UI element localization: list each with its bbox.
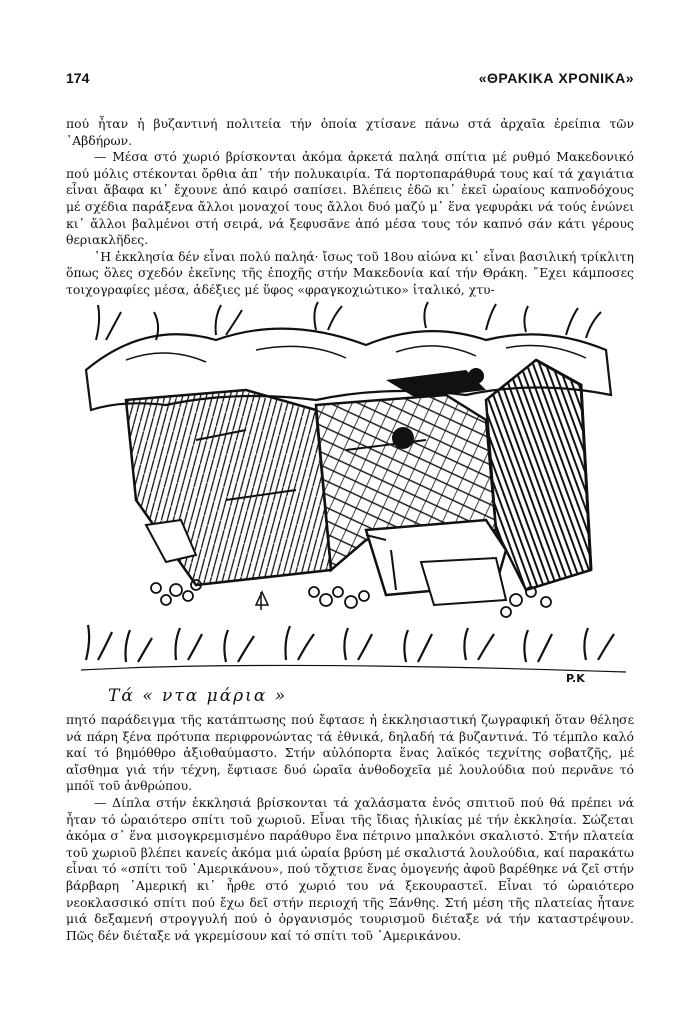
body-text-bottom — [66, 712, 634, 944]
illustration-caption: Τά « ντα μάρια » — [108, 686, 288, 706]
carved-hole — [468, 368, 484, 384]
page-header — [66, 70, 634, 90]
paragraph: — Μέσα στό χωριό βρίσκονται ἀκόμα ἀρκετά παληά σπίτια μέ ρυθμό Μακεδονικό πού μόλις στέκονται ὄρθια ἀπ᾿ τήν πολυκαιρία. Τά πορτοπαράθυρά τους καί τά χαγιάτια εἶναι ἄβαφα κι᾿ ἔχουνε ἀπό καιρό σαπίσει. Βλέπεις ἐδῶ κι᾿ ἐκεῖ ὡραίους καπνοδόχους μέ σχέδια παράξενα ἄλλοι μοναχοί τους ἄλλοι δυό μαζύ μ᾿ ἕνα γεφυράκι νά τούς ἑνώνει κι᾿ ἄλλοι βαλμένοι στή σειρά, νά ξεφυσᾶνε ἀπό μέσα τους τόν καπνό σάν κάτι γέρους θεριακλῆδες. — [66, 149, 634, 248]
body-text-top — [66, 116, 634, 299]
grass-bottom — [86, 625, 614, 662]
paragraph: πητό παράδειγμα τῆς κατάπτωσης πού ἔφτασε ἡ ἐκκλησιαστική ζωγραφική ὅταν θέλησε νά πάρη ξένα πρότυπα περιφρονώντας τά ἐθνικά, δηλαδή τά βυζαντινά. Τό τέμπλο καλό καί τό βημόθθρο ἀξιοθαύμαστο. Στήν αὐλόπορτα ἕνας λαϊκός τεχνίτης σοβατζῆς, μέ αἴσθημα γιά τήν τέχνη, ἔφτιασε δυό ὡραῖα ἀνθοδοχεῖα μέ λουλούδια πού περνᾶνε τό μπόϊ τοῦ ἀνθρώπου. — [66, 712, 634, 794]
carved-hole — [392, 427, 414, 449]
ink-illustration — [66, 300, 634, 710]
artist-initials: P.K — [566, 672, 585, 685]
paragraph: — Δίπλα στήν ἐκκλησιά βρίσκονται τά χαλάσματα ἑνός σπιτιοῦ πού θά πρέπει νά ἦταν τό ὡραιότερο σπίτι τοῦ χωριοῦ. Εἶναι τῆς ἴδιας ἡλικίας μέ τήν ἐκκλησία. Σώζεται ἀκόμα σ᾿ ἕνα μισογκρεμισμένο παράθυρο ἕνα πέτρινο μπαλκόνι σκαλιστό. Στήν πλατεία τοῦ χωριοῦ βλέπει κανείς ἀκόμα μιά ὡραία βρύση μέ σκαλιστά λουλούδια, καί παρακάτω εἶναι τό «σπίτι τοῦ ᾿Αμερικάνου», πού τὄχτισε ἕνας ὁμογενής ἀφοῦ βαρέθηκε νά ζεῖ στήν βάρβαρη ᾿Αμερική κι᾿ ἦρθε στό χωριό του νά ξεκουραστεῖ. Εἶναι τό ὡραιότερο νεοκλασσικό σπίτι πού ἔχω δεῖ στήν περιοχή τῆς Ξάνθης. Στή μέση τῆς πλατείας ἦτανε μιά δεξαμενή στρογγυλή πού ὁ ὀργανισμός τουρισμοῦ διέταξε νά τήν καταστρέψουν. Πῶς δέν διέταξε νά γκρεμίσουν καί τό σπίτι τοῦ ᾿Αμερικάνου. — [66, 794, 634, 943]
boulder-left — [126, 390, 331, 585]
stone-step — [421, 558, 506, 605]
paragraph: ῾Η ἐκκλησία δέν εἶναι πολύ παληά· ἴσως τοῦ 18ου αἰώνα κι᾿ εἶναι βασιλική τρίκλιτη ὅπως ὅλες σχεδόν ἐκεῖνης τῆς ἐποχῆς στήν Μακεδονία καί τήν Θράκη. ῎Εχει κάμποσες τοιχογραφίες μέσα, ἀδέξιες μέ ὕφος «φραγκοχιώτικο» ἰταλικό, χτυ- — [66, 248, 634, 297]
paragraph: πού ἦταν ἡ βυζαντινή πολιτεία τήν ὁποία χτίσανε πάνω στά ἀρχαῖα ἐρείπια τῶν ᾿Αβδήρων. — [66, 116, 634, 148]
running-head: «ΘΡΑΚΙΚΑ ΧΡΟΝΙΚΑ» — [478, 70, 634, 86]
page-number: 174 — [66, 70, 90, 86]
